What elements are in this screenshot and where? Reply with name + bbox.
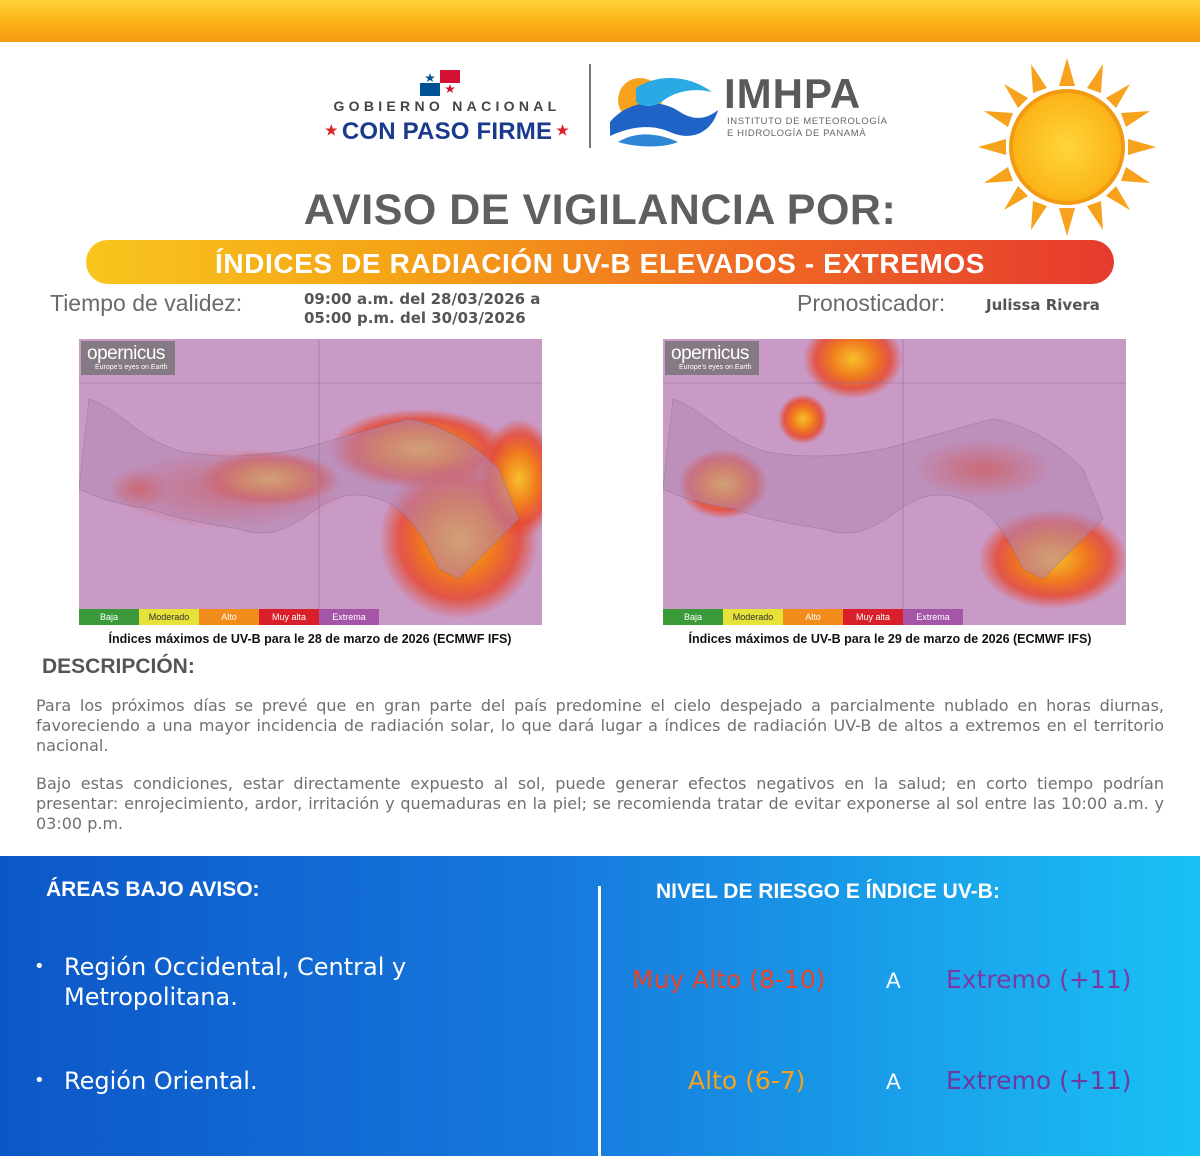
description-title: DESCRIPCIÓN: — [42, 655, 195, 678]
org-subtitle-2: E HIDROLOGÍA DE PANAMÁ — [727, 128, 867, 139]
uv-map-day2-image — [663, 339, 1126, 625]
alert-banner — [86, 240, 1114, 284]
bullet: • — [34, 956, 45, 977]
panel-divider — [598, 886, 601, 1156]
gov-line1: GOBIERNO NACIONAL — [333, 98, 561, 114]
description-paragraph-1: Para los próximos días se prevé que en gran parte del país predomine el cielo despejado a parcialmente nublado en horas diurnas, favoreciendo a una mayor incidencia de radiación solar, lo que dará lugar a índices de radiación UV-B de altos a extremos en el territorio nacional. — [36, 696, 1164, 755]
risk-row2-from: Alto (6-7) — [688, 1066, 806, 1095]
legend-baja: Baja — [663, 609, 723, 625]
legend-muy-alta: Muy alta — [843, 609, 903, 625]
uv-map-day2 — [663, 339, 1126, 625]
legend-extrema: Extrema — [319, 609, 379, 625]
map-caption-day1: Índices máximos de UV-B para le 28 de marzo de 2026 (ECMWF IFS) — [108, 632, 512, 646]
risk-row2-connector: A — [886, 1069, 901, 1094]
legend-moderado: Moderado — [723, 609, 783, 625]
bullet: • — [34, 1070, 45, 1091]
copernicus-name: opernicus — [87, 343, 165, 364]
risk-row1-to: Extremo (+11) — [946, 965, 1132, 994]
copernicus-name: opernicus — [671, 343, 749, 364]
map-caption-day2: Índices máximos de UV-B para le 29 de marzo de 2026 (ECMWF IFS) — [688, 632, 1092, 646]
panama-flag-icon — [420, 70, 460, 96]
org-subtitle-1: INSTITUTO DE METEOROLOGÍA — [727, 116, 888, 127]
legend-baja: Baja — [79, 609, 139, 625]
uv-map-day1 — [79, 339, 542, 625]
risk-row2-to: Extremo (+11) — [946, 1066, 1132, 1095]
copernicus-tagline: Europe's eyes on Earth — [95, 364, 168, 371]
gov-line2 — [318, 118, 576, 146]
gobierno-nacional-logo — [318, 70, 576, 150]
top-orange-bar — [0, 0, 1200, 42]
logo-divider — [589, 64, 591, 148]
area-item-text: Región Oriental. — [64, 1067, 258, 1095]
alert-banner-text: ÍNDICES DE RADIACIÓN UV-B ELEVADOS - EXTREMOS — [214, 248, 986, 279]
description-paragraph-2: Bajo estas condiciones, estar directamente expuesto al sol, puede generar efectos negativos en la salud; en corto tiempo podrían presentar: enrojecimiento, ardor, irritación y quemaduras en la piel; se recomienda tratar de evitar exponerse al sol entre las 10:00 a.m. y 03:00 p.m. — [36, 774, 1164, 833]
risk-title: NIVEL DE RIESGO E ÍNDICE UV-B: — [656, 880, 1000, 903]
area-item-text: Región Occidental, Central y Metropolitana. — [64, 953, 407, 1011]
legend-alto: Alto — [783, 609, 843, 625]
legend-extrema: Extrema — [903, 609, 963, 625]
legend-alto: Alto — [199, 609, 259, 625]
risk-row1-connector: A — [886, 968, 901, 993]
gov-slogan: CON PASO FIRME — [341, 118, 553, 145]
main-title: AVISO DE VIGILANCIA POR: — [303, 186, 897, 234]
uv-legend — [663, 609, 963, 625]
imhpa-wave-logo-icon — [608, 70, 720, 148]
validity-label: Tiempo de validez: — [50, 290, 243, 316]
copernicus-tagline: Europe's eyes on Earth — [679, 364, 752, 371]
forecaster-name: Julissa Rivera — [986, 296, 1100, 314]
star-icon: ★ — [325, 122, 338, 138]
areas-title: ÁREAS BAJO AVISO: — [46, 878, 260, 901]
legend-muy-alta: Muy alta — [259, 609, 319, 625]
star-icon: ★ — [556, 122, 569, 138]
forecaster-label: Pronosticador: — [797, 290, 946, 316]
risk-row1-from: Muy Alto (8-10) — [632, 965, 826, 994]
copernicus-logo — [665, 341, 759, 375]
org-name: IMHPA — [724, 70, 862, 117]
legend-moderado: Moderado — [139, 609, 199, 625]
validity-start: 09:00 a.m. del 28/03/2026 a — [304, 290, 541, 308]
validity-end: 05:00 p.m. del 30/03/2026 — [304, 309, 526, 327]
uv-legend — [79, 609, 379, 625]
uv-map-day1-image — [79, 339, 542, 625]
copernicus-logo — [81, 341, 175, 375]
